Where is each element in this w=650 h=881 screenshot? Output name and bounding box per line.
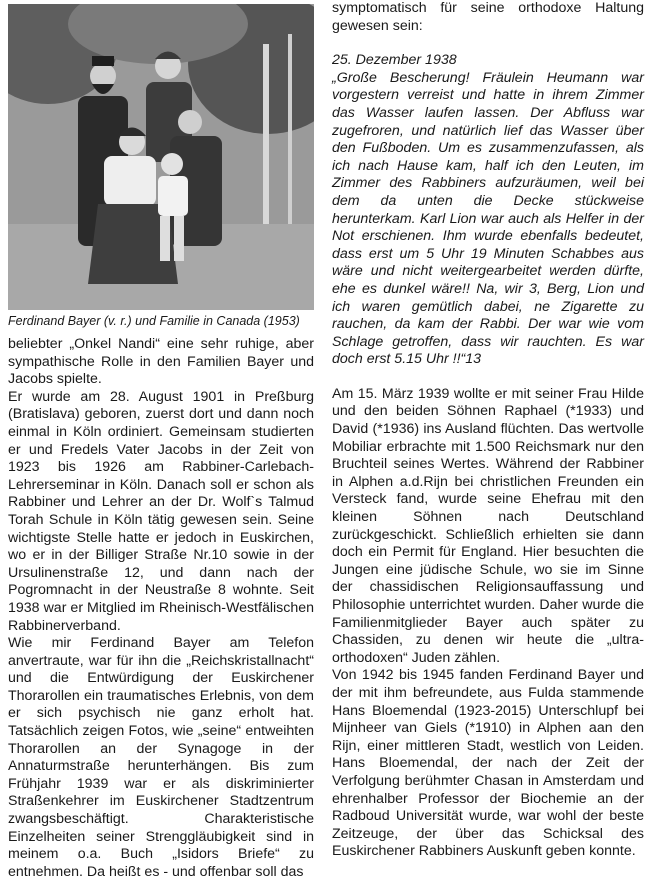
left-paragraph-2: Er wurde am 28. August 1901 in Preßburg (Bratislava) geboren, zuerst dort und dann noch einmal in Köln ordiniert. Gemeinsam studierten er und Fredels Vater Jacobs in der Zeit von 1923 bis 1926 am Rabbiner-Carlebach-Lehrerseminar in Köln. Danach soll er schon als Rabbiner und Lehrer an der Dr. Wolf`s Talmud Torah Schule in Köln tätig gewesen sein. Seine wichtigste Stelle hatte er jedoch in Euskirchen, wo er in der Billiger Straße Nr.10 sowie in der Ursulinenstraße 12, und dann nach der Pogromnacht in der Neustraße 8 wohnte. Seit 1938 war er Mitglied im Rheinisch-Westfälischen Rabbinerverband.: [8, 388, 314, 634]
right-column: [332, 0, 644, 861]
photo-caption: Ferdinand Bayer (v. r.) und Familie in Canada (1953): [8, 314, 300, 328]
diary-text: „Große Bescherung! Fräulein Heumann war vorgestern verreist und hatte in ihrem Zimmer das Wasser laufen lassen. Der Abfluss war zugefroren, und natürlich lief das Wasser über den Fußboden. Um es zusammenzufassen, als ich nach Hause kam, half ich den Leuten, im Zimmer des Rabbiners aufzuräumen, weil bei dem da unten die Decke stückweise herunterkam. Karl Lion war auch als Helfer in der Not erschienen. Ihm wurde ebenfalls bedeutet, dass erst um 5 Uhr 19 Minuten Schabbes aus wäre und nicht weitergearbeitet werden dürfte, ehe es dunkel wäre!! Na, wir 3, Berg, Lion und ich waren gemütlich dabei, ne Zigarette zu rauchen, da kam der Rabbi. Der war wie vom Schlage getroffen, dass wir rauchten. Es war doch erst 5.15 Uhr !!“13: [332, 69, 644, 368]
left-column: [8, 0, 314, 881]
right-paragraph-1: Am 15. März 1939 wollte er mit seiner Frau Hilde und den beiden Söhnen Raphael (*1933) und David (*1936) ins Ausland flüchten. Das wertvolle Mobiliar erbrachte mit 1.500 Reichsmark nur den Bruchteil seines Wertes. Während der Rabbiner in Alphen a.d.Rijn bei christlichen Freunden ein Versteck fand, wurde seine Ehefrau mit den kleinen Söhnen nach Deutschland zurückgeschickt. Schließlich erhielten sie dann doch ein Permit für England. Hier besuchten die Jungen eine jüdische Schule, wo sie im Sinne der chassidischen Religionsauffassung und Philosophie unterrichtet wurden. Daher wurde die Familienmitglieder Bayer auch später zu Chassiden, zu denen wir heute die „ultra-orthodoxen“ Juden zählen.: [332, 385, 644, 666]
right-paragraph-2: Von 1942 bis 1945 fanden Ferdinand Bayer und der mit ihm befreundete, aus Fulda stammende Hans Bloemendal (1923-2015) Unterschlupf bei Mijnheer van Giels (*1910) in Alphen aan den Rijn, einer mittleren Stadt, westlich von Leiden. Hans Bloemendal, der nach der Zeit der Verfolgung berühmter Chasan in Amsterdam und ehrenhalber Professor der Biochemie an der Radboud Universität wurde, war wohl der beste Zeitzeuge, der über das Schicksal des Euskirchener Rabbiners Auskunft geben konnte.: [332, 667, 644, 860]
diary-quote: [332, 52, 644, 369]
right-intro: symptomatisch für seine orthodoxe Haltung gewesen sein:: [332, 0, 644, 34]
left-paragraph-1: beliebter „Onkel Nandi“ eine sehr ruhige, aber sympathische Rolle in den Familien Bayer und Jacobs spielte.: [8, 336, 314, 388]
family-photo: [8, 4, 314, 310]
left-paragraph-3: Wie mir Ferdinand Bayer am Telefon anvertraute, war für ihn die „Reichskristallnacht“ und die Entwürdigung der Euskirchener Thorarollen ein traumatisches Erlebnis, von dem er sich psychisch nie ganz erholt hat. Tatsächlich zeigen Fotos, wie „seine“ entweihten Thorarollen an der Synagoge in der Annaturmstraße herunterhängen. Bis zum Frühjahr 1939 war er als diskriminierter Straßenkehrer im Euskirchener Stadtzentrum zwangsbeschäftigt. Charakteristische Einzelheiten seiner Strenggläubigkeit sind in meinem o.a. Buch „Isidors Briefe“ zu entnehmen. Da heißt es - und offenbar soll das: [8, 635, 314, 880]
family-photo-drawing: [8, 4, 314, 310]
diary-date: 25. Dezember 1938: [332, 52, 457, 69]
